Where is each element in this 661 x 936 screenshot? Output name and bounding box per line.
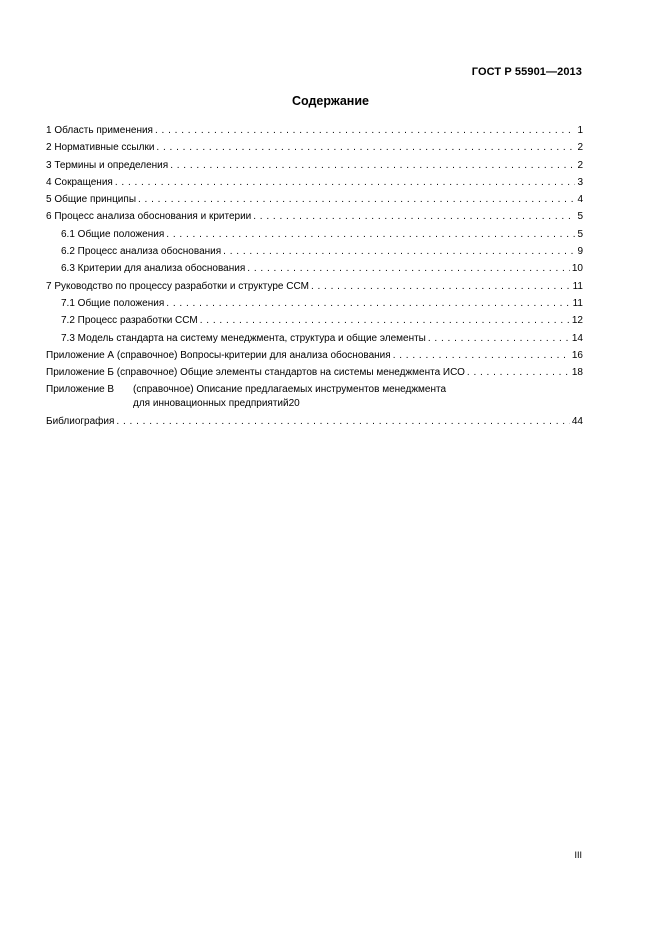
toc-leader-dots [156, 141, 575, 155]
toc-entry[interactable] [46, 314, 583, 328]
toc-leader-dots [253, 210, 575, 224]
toc-leader-dots [115, 176, 576, 190]
toc-page-number: 9 [577, 246, 583, 258]
toc-entry-bibliography[interactable] [46, 415, 583, 429]
toc-leader-dots [223, 245, 575, 259]
toc-page-number: 44 [571, 415, 583, 427]
toc-appendix-prefix: Приложение В [46, 384, 115, 396]
toc-entry[interactable] [46, 124, 583, 138]
toc-entry[interactable] [46, 228, 583, 242]
toc-appendix-line1: (справочное) Описание предлагаемых инструментов менеджмента [133, 384, 447, 396]
toc-leader-dots [467, 366, 570, 380]
toc-label: 3 Термины и определения [46, 159, 169, 171]
toc-label: 7.3 Модель стандарта на систему менеджмента, структура и общие элементы [61, 332, 426, 344]
page-number: III [574, 850, 582, 860]
toc-label: 5 Общие принципы [46, 194, 136, 206]
toc-page-number: 18 [571, 367, 583, 379]
toc-page-number: 11 [572, 297, 583, 309]
toc-page-number: 4 [577, 194, 583, 206]
table-of-contents [46, 124, 583, 432]
toc-label: Приложение А (справочное) Вопросы-критерии для анализа обоснования [46, 349, 391, 361]
toc-entry[interactable] [46, 159, 583, 173]
toc-entry[interactable] [46, 245, 583, 259]
toc-label: 1 Область применения [46, 125, 153, 136]
toc-leader-dots [138, 193, 575, 207]
toc-page-number: 3 [577, 176, 583, 188]
toc-leader-dots [166, 297, 570, 311]
page-title: Содержание [291, 94, 369, 108]
toc-entry[interactable] [46, 280, 583, 294]
toc-entry[interactable] [46, 332, 583, 346]
toc-entry[interactable] [46, 141, 583, 155]
toc-entry[interactable] [46, 366, 583, 380]
toc-entry[interactable] [46, 210, 583, 224]
toc-page-number: 1 [577, 125, 583, 136]
toc-leader-dots [200, 314, 570, 328]
toc-leader-dots [170, 159, 575, 173]
document-id: ГОСТ Р 55901—2013 [471, 66, 582, 78]
toc-entry[interactable] [46, 176, 583, 190]
toc-leader-dots [247, 262, 570, 276]
toc-entry[interactable] [46, 349, 583, 363]
toc-page-number: 2 [577, 159, 583, 171]
toc-leader-dots [311, 280, 571, 294]
toc-page-number: 5 [577, 228, 583, 240]
toc-leader-dots [393, 349, 570, 363]
toc-page-number: 5 [577, 211, 583, 223]
toc-page-number: 14 [571, 332, 583, 344]
toc-entry-appendix-v[interactable] [46, 383, 583, 411]
toc-label: 7 Руководство по процессу разработки и структуре ССМ [46, 280, 309, 292]
toc-label: 2 Нормативные ссылки [46, 142, 155, 154]
toc-page-number: 11 [572, 280, 583, 292]
toc-label: 7.2 Процесс разработки ССМ [61, 315, 198, 327]
toc-appendix-line2: для инновационных предприятий [133, 398, 289, 410]
toc-page-number: 2 [577, 142, 583, 154]
toc-entry[interactable] [46, 262, 583, 276]
toc-label: 7.1 Общие положения [61, 297, 165, 309]
toc-leader-dots [428, 332, 570, 346]
toc-leader-dots [166, 228, 575, 242]
toc-page-number: 16 [571, 349, 583, 361]
toc-leader-dots [116, 415, 569, 429]
toc-rows [46, 124, 583, 380]
toc-label: 6.2 Процесс анализа обоснования [61, 246, 222, 258]
toc-label: 6.1 Общие положения [61, 228, 165, 240]
toc-leader-dots [155, 124, 575, 138]
toc-page-number: 12 [571, 315, 583, 327]
toc-page-number: 20 [288, 398, 300, 410]
toc-entry[interactable] [46, 297, 583, 311]
toc-label: Приложение Б (справочное) Общие элементы стандартов на системы менеджмента ИСО [46, 367, 465, 379]
toc-label: 6.3 Критерии для анализа обоснования [61, 263, 246, 275]
toc-entry[interactable] [46, 193, 583, 207]
toc-label: 4 Сокращения [46, 176, 113, 188]
toc-page-number: 10 [571, 263, 583, 275]
toc-label: 6 Процесс анализа обоснования и критерии [46, 211, 252, 223]
toc-label: Библиография [46, 415, 115, 427]
